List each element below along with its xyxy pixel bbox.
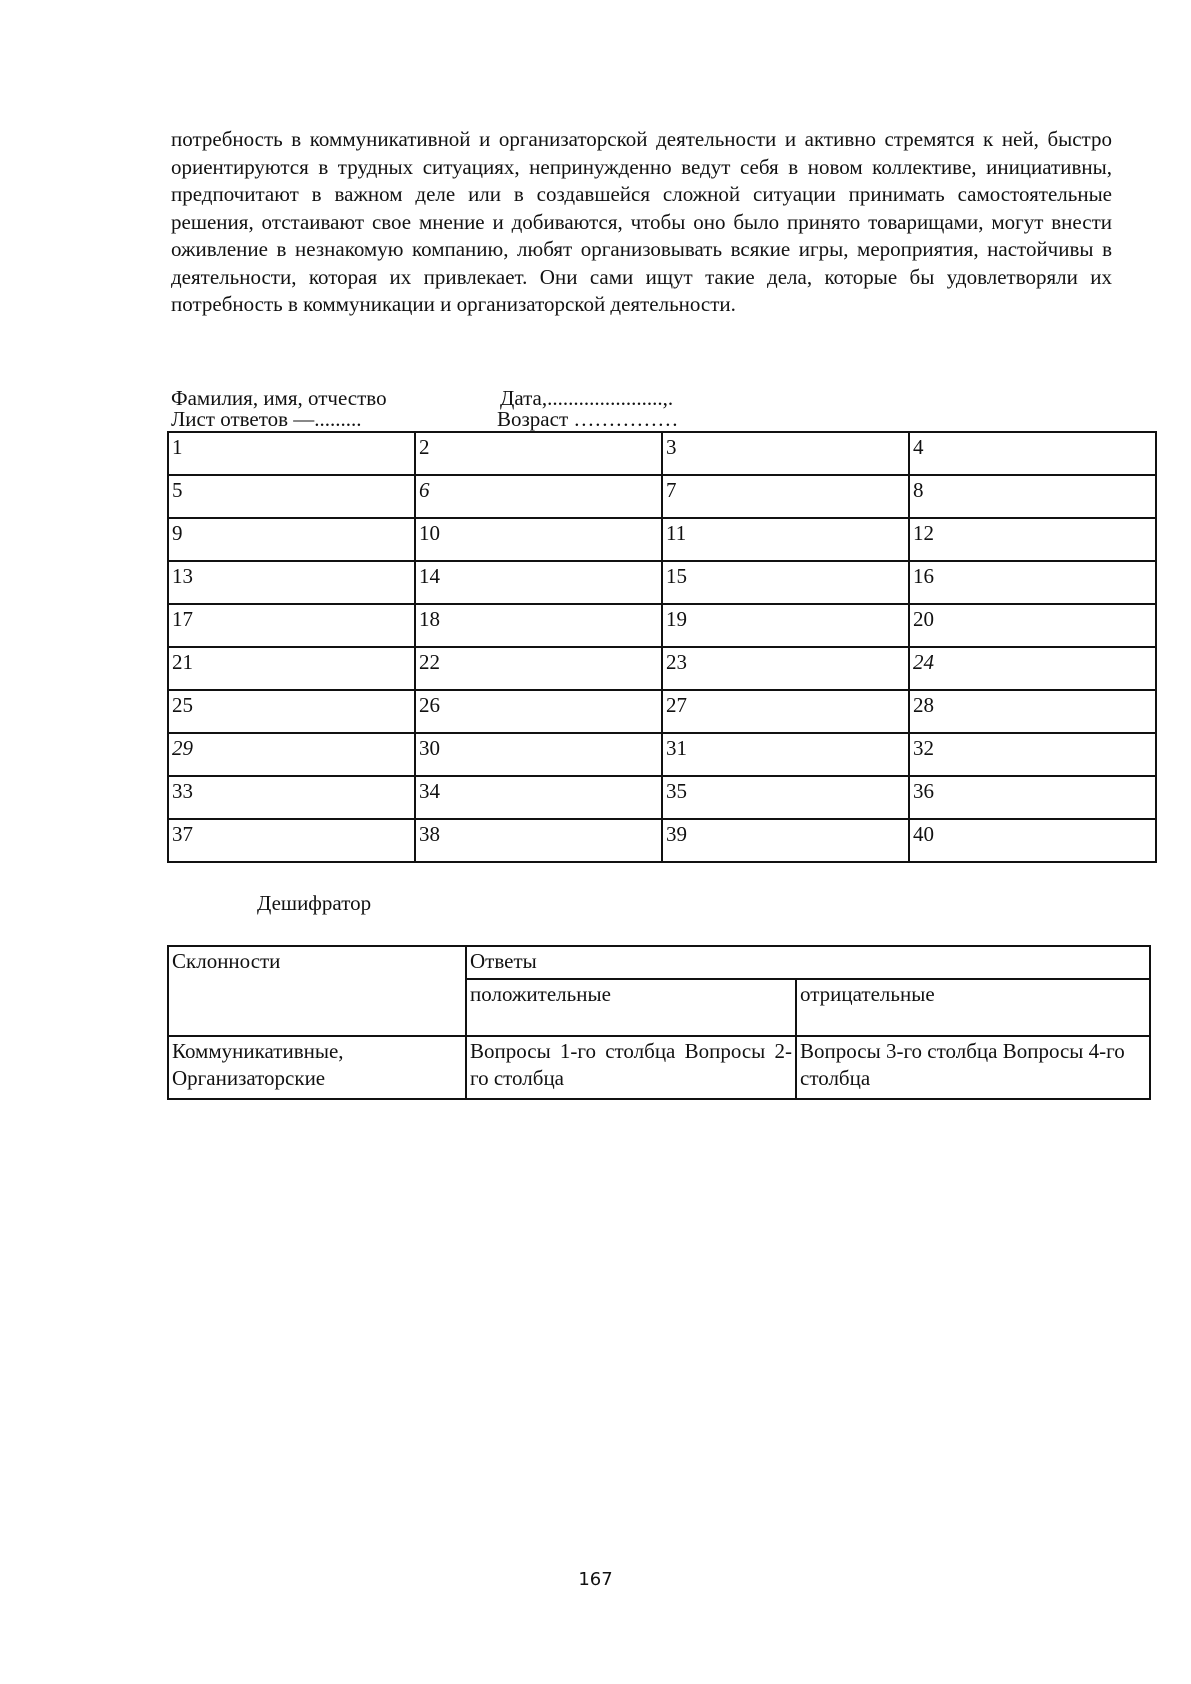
name-label: Фамилия, имя, отчество (171, 386, 387, 410)
answer-cell: 32 (909, 733, 1156, 776)
answer-cell: 18 (415, 604, 662, 647)
answer-sheet-table (167, 431, 1157, 863)
answer-cell: 23 (662, 647, 909, 690)
answer-cell: 7 (662, 475, 909, 518)
header-negative: отрицательные (796, 979, 1150, 1036)
cell-inclination: Коммуникативные, Организаторские (168, 1036, 466, 1099)
answer-sheet-label: Лист ответов —......... (171, 407, 362, 431)
table-row (168, 604, 1156, 647)
answer-cell: 4 (909, 432, 1156, 475)
body-paragraph: потребность в коммуникативной и организаторской деятельности и активно стремятся к ней, быстро ориентируются в трудных ситуациях, непринужденно ведут себя в новом коллективе, инициативны, предпочитают в важном деле или в создавшейся сложной ситуации принимать самостоятельные решения, отстаивают свое мнение и добиваются, чтобы оно было принято товарищами, могут внести оживление в незнакомую компанию, любят организовывать всякие игры, мероприятия, настойчивы в деятельности, которая их привлекает. Они сами ищут такие дела, которые бы удовлетворяли их потребность в коммуникации и организаторской деятельности. (171, 127, 1112, 316)
answer-cell: 40 (909, 819, 1156, 862)
table-row (168, 819, 1156, 862)
table-row (168, 776, 1156, 819)
decoder-title: Дешифратор (257, 891, 372, 915)
answer-cell: 16 (909, 561, 1156, 604)
table-row (168, 1036, 1150, 1099)
answer-cell: 37 (168, 819, 415, 862)
header-inclinations: Склонности (168, 946, 466, 1036)
answer-cell: 29 (168, 733, 415, 776)
answer-cell: 26 (415, 690, 662, 733)
answer-cell: 38 (415, 819, 662, 862)
answer-cell: 21 (168, 647, 415, 690)
answer-cell: 20 (909, 604, 1156, 647)
answer-cell: 1 (168, 432, 415, 475)
answer-cell: 11 (662, 518, 909, 561)
decoder-table (167, 945, 1151, 1100)
date-label: Дата,......................,. (500, 386, 674, 410)
answer-cell: 17 (168, 604, 415, 647)
table-row (168, 690, 1156, 733)
answer-cell: 24 (909, 647, 1156, 690)
answer-cell: 6 (415, 475, 662, 518)
table-row (168, 946, 1150, 979)
answer-cell: 25 (168, 690, 415, 733)
table-row (168, 518, 1156, 561)
answer-cell: 36 (909, 776, 1156, 819)
table-row (168, 475, 1156, 518)
table-row (168, 733, 1156, 776)
page-number: 167 (578, 1569, 613, 1590)
answer-cell: 30 (415, 733, 662, 776)
cell-positive: Вопросы 1-го столбца Вопросы 2-го столбца (466, 1036, 796, 1099)
answer-cell: 13 (168, 561, 415, 604)
answer-cell: 22 (415, 647, 662, 690)
header-answers: Ответы (466, 946, 1150, 979)
answer-cell: 10 (415, 518, 662, 561)
age-label: Возраст …………… (497, 407, 679, 431)
answer-cell: 2 (415, 432, 662, 475)
answer-cell: 39 (662, 819, 909, 862)
answer-cell: 33 (168, 776, 415, 819)
table-row (168, 647, 1156, 690)
answer-cell: 8 (909, 475, 1156, 518)
answer-cell: 19 (662, 604, 909, 647)
cell-negative: Вопросы 3-го столбца Вопросы 4-го столбца (796, 1036, 1150, 1099)
table-row (168, 432, 1156, 475)
table-row (168, 561, 1156, 604)
answer-cell: 34 (415, 776, 662, 819)
header-positive: положительные (466, 979, 796, 1036)
answer-cell: 15 (662, 561, 909, 604)
answer-cell: 12 (909, 518, 1156, 561)
answer-cell: 27 (662, 690, 909, 733)
answer-cell: 14 (415, 561, 662, 604)
answer-cell: 9 (168, 518, 415, 561)
answer-cell: 35 (662, 776, 909, 819)
answer-cell: 28 (909, 690, 1156, 733)
answer-cell: 5 (168, 475, 415, 518)
answer-cell: 3 (662, 432, 909, 475)
answer-cell: 31 (662, 733, 909, 776)
